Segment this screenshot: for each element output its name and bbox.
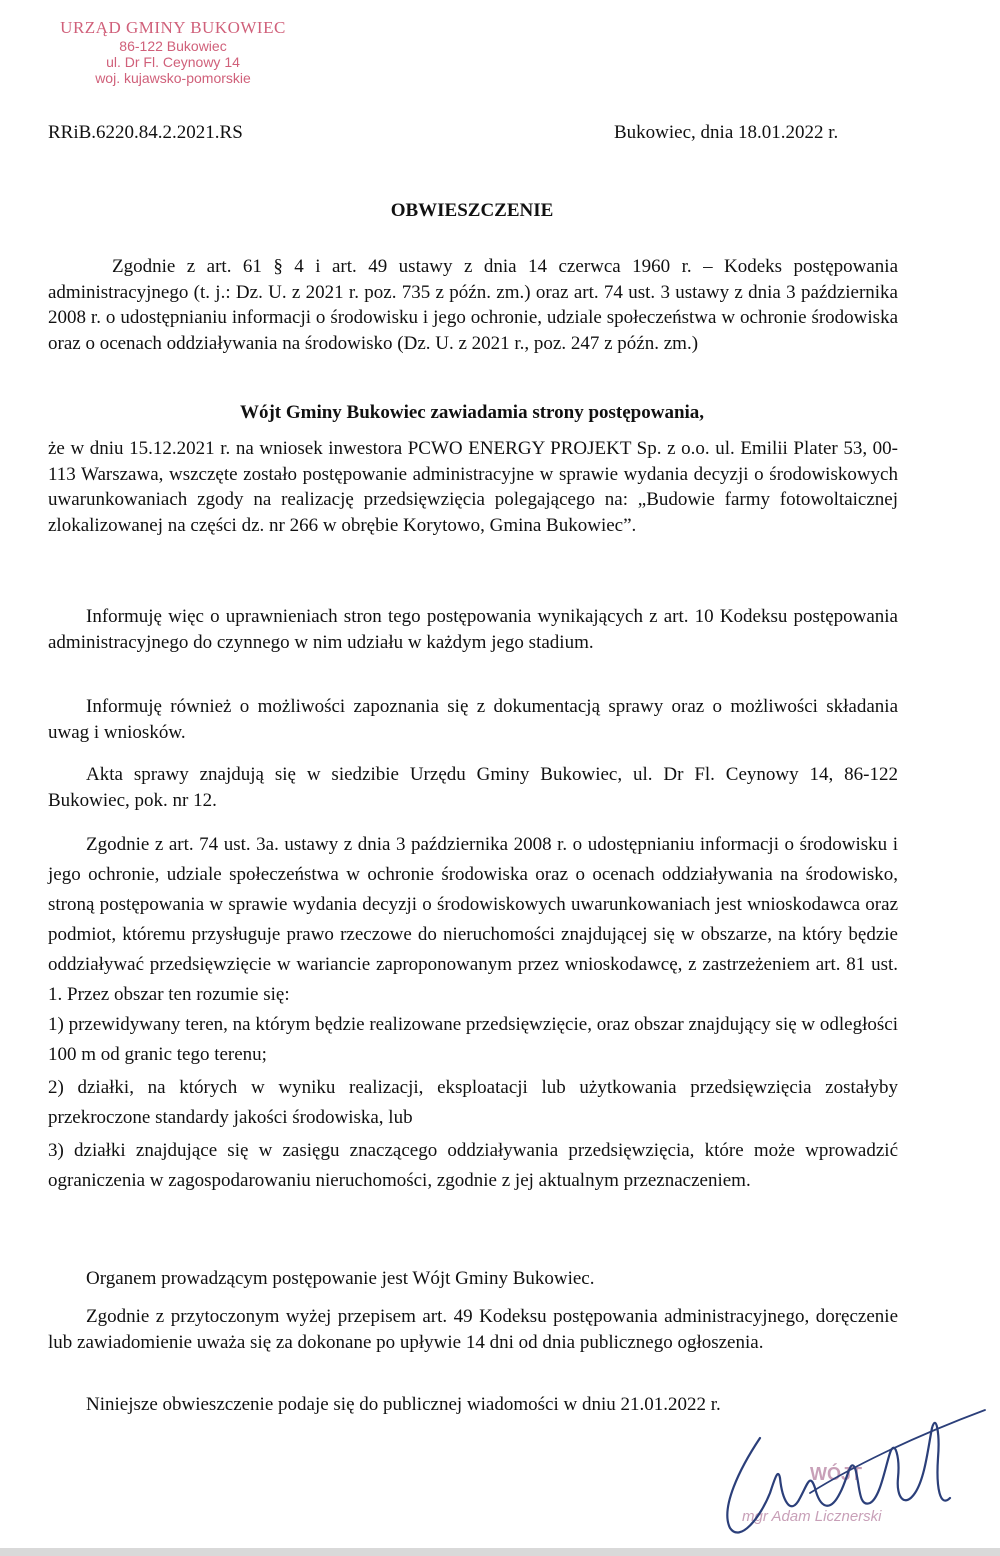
announcement-heading: Wójt Gminy Bukowiec zawiadamia strony postępowania, — [239, 402, 705, 423]
list-item: 1) przewidywany teren, na którym będzie realizowane przedsięwzięcie, oraz obszar znajdujący się w odległości 100 m od granic tego terenu; — [48, 1014, 898, 1065]
document-title: OBWIESZCZENIE — [390, 200, 554, 221]
paragraph-publication: Niniejsze obwieszczenie podaje się do publicznej wiadomości w dniu 21.01.2022 r. — [86, 1394, 721, 1415]
list-item: 3) działki znajdujące się w zasięgu znaczącego oddziaływania przedsięwzięcia, które może wprowadzić ograniczenia w zagospodarowaniu nieruchomości, zgodnie z jej aktualnym przeznaczeniem. — [48, 1140, 898, 1191]
parties-definition-text: Zgodnie z art. 74 ust. 3a. ustawy z dnia 3 października 2008 r. o udostępnianiu informacji o środowisku i jego ochronie, udziale społeczeństwa w ochronie środowiska oraz o ocenach oddziaływania na środowisko, stroną postępowania w sprawie wydania decyzji o środowiskowych uwarunkowaniach jest wnioskodawca oraz podmiot, któremu przysługuje prawo rzeczowe do nieruchomości znajdującej się w obszarze, na który będzie oddziaływać przedsięwzięcie w wariancie zaproponowanym przez wnioskodawcę, z zastrzeżeniem art. 81 ust. 1. Przez obszar ten rozumie się: — [48, 834, 898, 1005]
paragraph-files-location: Akta sprawy znajdują się w siedzibie Urzędu Gminy Bukowiec, ul. Dr Fl. Ceynowy 14, 86-122 Bukowiec, pok. nr 12. — [48, 764, 898, 811]
scan-edge — [0, 1548, 1000, 1556]
paragraph-documentation: Informuję również o możliwości zapoznania się z dokumentacją sprawy oraz o możliwości składania uwag i wniosków. — [48, 696, 898, 743]
case-reference: RRiB.6220.84.2.2021.RS — [48, 122, 243, 143]
paragraph-authority: Organem prowadzącym postępowanie jest Wójt Gminy Bukowiec. — [86, 1268, 595, 1289]
stamp-voivodeship: woj. kujawsko-pomorskie — [95, 69, 251, 86]
intro-paragraph: Zgodnie z art. 61 § 4 i art. 49 ustawy z dnia 14 czerwca 1960 r. – Kodeks postępowania administracyjnego (t. j.: Dz. U. z 2021 r. poz. 735 z późn. zm.) oraz art. 74 ust. 3 ustawy z dnia 3 października 2008 r. o udostępnianiu informacji o środowisku i jego ochronie, udziale społeczeństwa w ochronie środowiska oraz o ocenach oddziaływania na środowisko (Dz. U. z 2021 r., poz. 247 z późn. zm.) — [48, 256, 898, 354]
paragraph-delivery: Zgodnie z przytoczonym wyżej przepisem art. 49 Kodeksu postępowania administracyjnego, doręczenie lub zawiadomienie uważa się za dokonane po upływie 14 dni od dnia publicznego ogłoszenia. — [48, 1306, 898, 1353]
signature-stamp-title: WÓJT — [810, 1464, 862, 1484]
handwritten-signature — [700, 1398, 990, 1548]
paragraph-rights: Informuję więc o uprawnieniach stron tego postępowania wynikających z art. 10 Kodeksu postępowania administracyjnego do czynnego w nim udziału w każdym jego stadium. — [48, 606, 898, 653]
list-item: 2) działki, na których w wyniku realizacji, eksploatacji lub użytkowania przedsięwzięcia zostałyby przekroczone standardy jakości środowiska, lub — [48, 1077, 898, 1128]
paragraph-proceedings: że w dniu 15.12.2021 r. na wniosek inwestora PCWO ENERGY PROJEKT Sp. z o.o. ul. Emilii Plater 53, 00-113 Warszawa, wszczęte zostało postępowanie administracyjne w sprawie wydania decyzji o środowiskowych uwarunkowaniach zgody na realizację przedsięwzięcia polegającego na: „Budowie farmy fotowoltaicznej zlokalizowanej na części dz. nr 266 w obrębie Korytowo, Gmina Bukowiec”. — [48, 438, 898, 536]
place-and-date: Bukowiec, dnia 18.01.2022 r. — [614, 122, 839, 143]
signature-stamp-name: mgr Adam Licznerski — [742, 1508, 882, 1525]
stamp-office-name: URZĄD GMINY BUKOWIEC — [60, 18, 286, 37]
stamp-street: ul. Dr Fl. Ceynowy 14 — [106, 53, 240, 70]
paragraph-parties-definition — [48, 830, 898, 1196]
office-stamp — [48, 18, 298, 86]
stamp-postcode: 86-122 Bukowiec — [119, 37, 227, 54]
